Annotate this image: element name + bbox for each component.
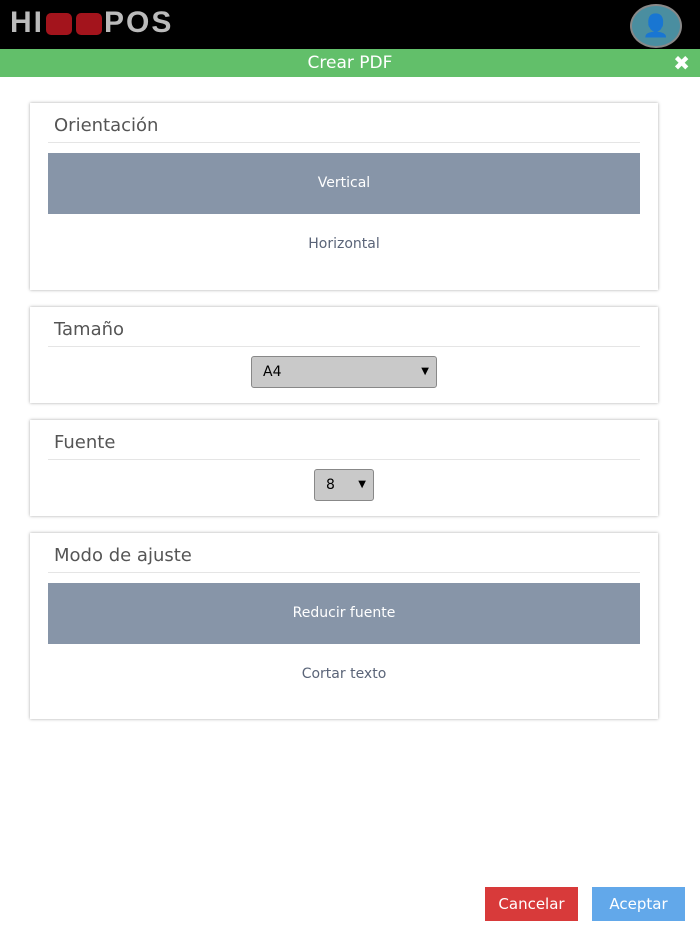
size-title: Tamaño (48, 307, 640, 347)
title-bar (0, 49, 700, 77)
dropdown-arrow-icon: ▼ (421, 366, 429, 377)
option-vertical[interactable]: Vertical (48, 153, 640, 214)
font-title: Fuente (48, 420, 640, 460)
accept-button[interactable]: Aceptar (592, 887, 685, 921)
option-reduce-font[interactable]: Reducir fuente (48, 583, 640, 644)
user-avatar-icon[interactable]: 👤 (630, 4, 682, 48)
fit-mode-card (30, 533, 658, 719)
top-bar (0, 0, 700, 49)
orientation-title: Orientación (48, 103, 640, 143)
option-horizontal[interactable]: Horizontal (308, 236, 380, 252)
fit-mode-title: Modo de ajuste (48, 533, 640, 573)
size-select[interactable] (251, 356, 437, 388)
font-card (30, 420, 658, 516)
orientation-card (30, 103, 658, 290)
cancel-button[interactable]: Cancelar (485, 887, 578, 921)
close-icon[interactable]: ✖ (673, 51, 690, 75)
size-card (30, 307, 658, 403)
hipos-logo: HI POS (10, 6, 174, 39)
font-select[interactable] (314, 469, 374, 501)
dropdown-arrow-icon: ▼ (358, 479, 366, 490)
page-title: Crear PDF (307, 53, 393, 73)
size-value: A4 (263, 364, 282, 380)
font-value: 8 (326, 477, 335, 493)
option-cut-text[interactable]: Cortar texto (301, 666, 387, 682)
